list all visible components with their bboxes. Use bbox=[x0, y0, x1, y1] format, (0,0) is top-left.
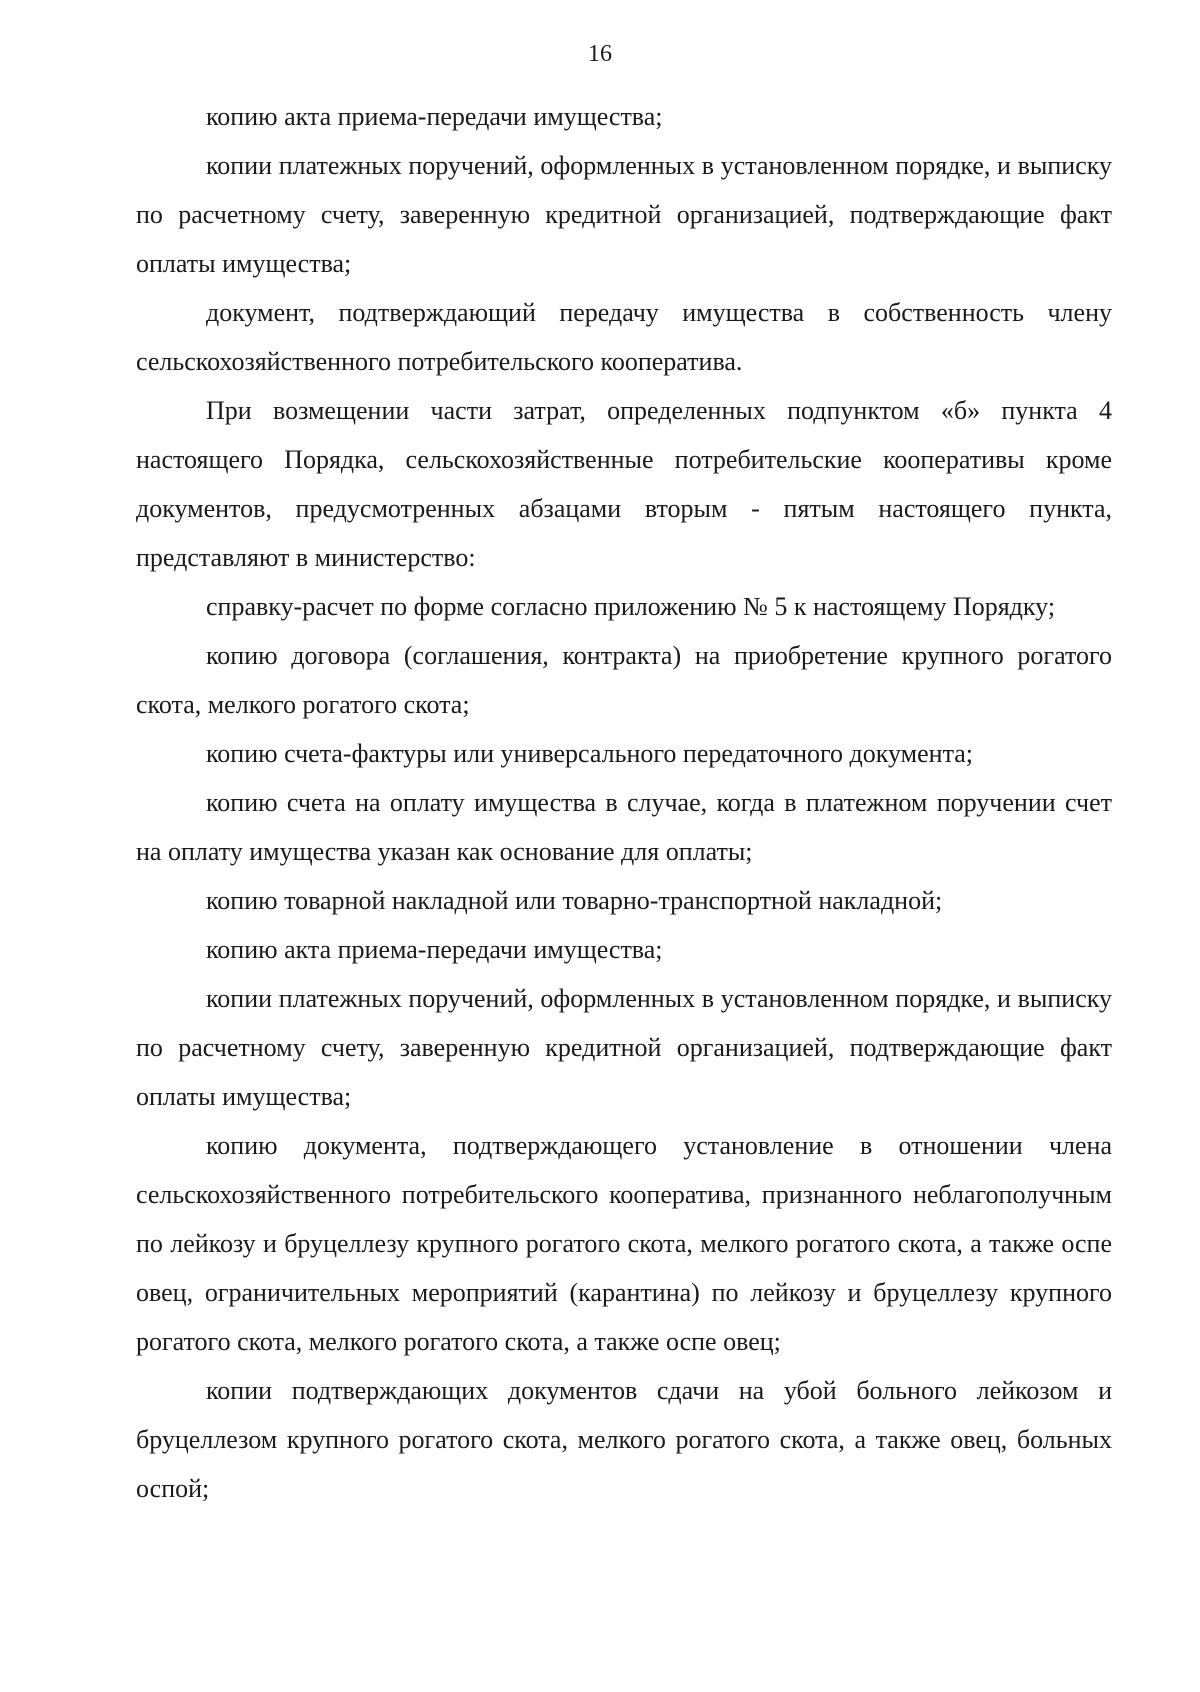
paragraph: копию акта приема-передачи имущества; bbox=[206, 102, 663, 131]
paragraph: копии платежных поручений, оформленных в установленном порядке, и выписку по расчетному счету, заверенную кредитной организацией, подтверждающие факт оплаты имущества; bbox=[136, 984, 1112, 1111]
document-body bbox=[136, 92, 1112, 1513]
paragraph: справку-расчет по форме согласно приложению № 5 к настоящему Порядку; bbox=[206, 592, 1056, 621]
paragraph: копии подтверждающих документов сдачи на убой больного лейкозом и бруцеллезом крупного рогатого скота, мелкого рогатого скота, а также овец, больных оспой; bbox=[136, 1376, 1112, 1503]
paragraph: копию акта приема-передачи имущества; bbox=[206, 935, 663, 964]
page-number: 16 bbox=[588, 41, 612, 67]
paragraph: копию документа, подтверждающего установление в отношении члена сельскохозяйственного потребительского кооператива, признанного неблагополучным по лейкозу и бруцеллезу крупного рогатого скота, мелкого рогатого скота, а также оспе овец, ограничительных мероприятий (карантина) по лейкозу и бруцеллезу крупного рогатого скота, мелкого рогатого скота, а также оспе овец; bbox=[136, 1131, 1112, 1356]
paragraph: документ, подтверждающий передачу имущества в собственность члену сельскохозяйственного потребительского кооператива. bbox=[136, 298, 1112, 376]
paragraph: копию товарной накладной или товарно-транспортной накладной; bbox=[206, 886, 943, 915]
paragraph: При возмещении части затрат, определенных подпунктом «б» пункта 4 настоящего Порядка, сельскохозяйственные потребительские кооперативы кроме документов, предусмотренных абзацами вторым - пятым настоящего пункта, представляют в министерство: bbox=[136, 396, 1112, 572]
paragraph: копию договора (соглашения, контракта) на приобретение крупного рогатого скота, мелкого рогатого скота; bbox=[136, 641, 1112, 719]
paragraph: копии платежных поручений, оформленных в установленном порядке, и выписку по расчетному счету, заверенную кредитной организацией, подтверждающие факт оплаты имущества; bbox=[136, 151, 1112, 278]
paragraph: копию счета-фактуры или универсального передаточного документа; bbox=[206, 739, 974, 768]
paragraph: копию счета на оплату имущества в случае, когда в платежном поручении счет на оплату имущества указан как основание для оплаты; bbox=[136, 788, 1112, 866]
